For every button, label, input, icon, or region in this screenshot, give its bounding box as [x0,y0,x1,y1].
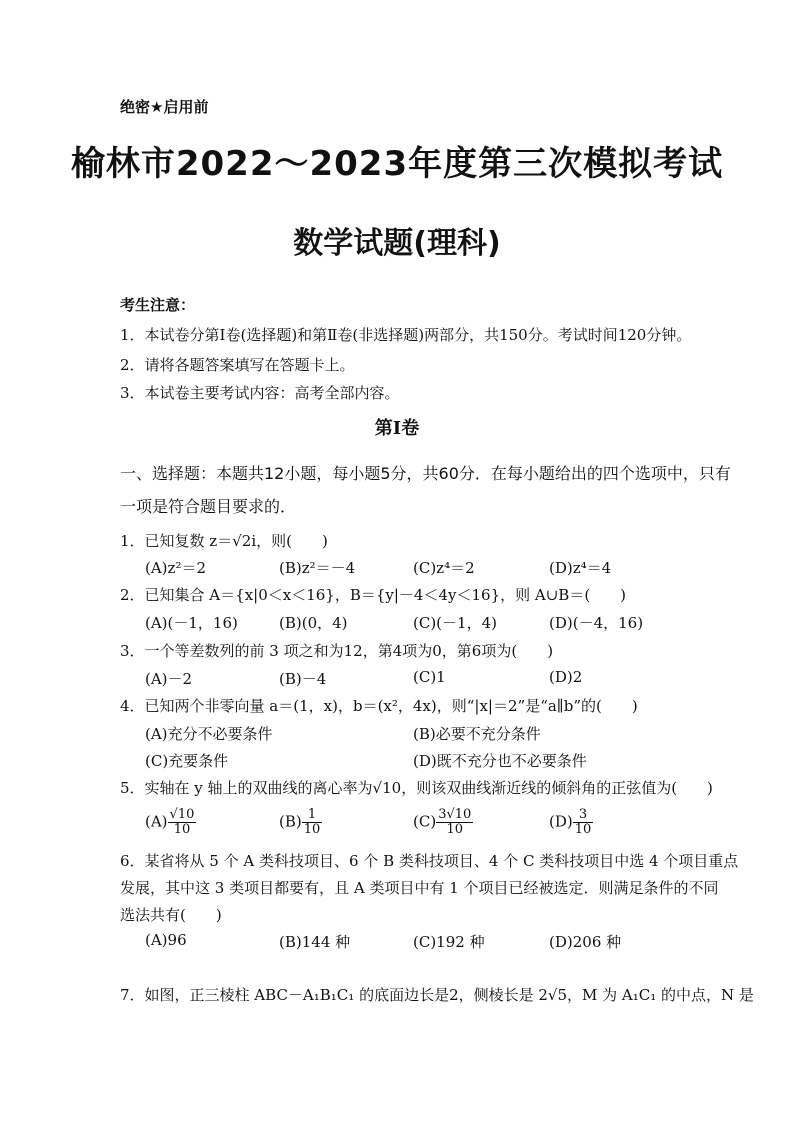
fraction: $\frac{√10}{10}$ [169,807,195,837]
question-7-stem: 7．如图，正三棱柱 ABC－A₁B₁C₁ 的底面边长是2，侧棱长是 2√5，M 为 A₁C₁ 的中点，N 是 [120,986,754,1004]
exam-title: 榆林市2022～2023年度第三次模拟考试 [70,144,724,184]
question-4-option-c: (C)充要条件 [145,752,229,770]
question-1-option-d: (D)z⁴＝4 [549,559,612,577]
question-6-stem-line2: 发展，其中这 3 类项目都要有，且 A 类项目中有 1 个项目已经被选定．则满足条件的不同 [120,879,719,897]
question-3-option-b: (B)－4 [279,670,327,688]
question-2-stem: 2．已知集合 A＝{x|0＜x＜16}，B＝{y|－4＜4y＜16}，则 A∪B＝( ) [120,586,627,604]
question-6-option-b: (B)144 种 [279,933,351,951]
question-6-option-d: (D)206 种 [549,933,622,951]
section-instructions-line2: 一项是符合题目要求的． [120,497,297,516]
notice-item-1: 1．本试卷分第Ⅰ卷(选择题)和第Ⅱ卷(非选择题)两部分，共150分。考试时间120分钟。 [120,326,692,344]
question-1-stem: 1．已知复数 z＝√2i，则( ) [120,532,328,550]
question-1-option-b: (B)z²＝－4 [279,559,356,577]
question-3-option-d: (D)2 [549,668,583,686]
question-5-option-a: (A) $\frac{√10}{10}$ [145,807,195,837]
question-6-option-c: (C)192 种 [413,933,485,951]
fraction: $\frac{3√10}{10}$ [438,807,472,837]
question-4-option-a: (A)充分不必要条件 [145,725,273,743]
question-2-option-d: (D)(－4，16) [549,614,644,632]
question-1-option-c: (C)z⁴＝2 [413,559,475,577]
question-6-option-a: (A)96 [145,931,187,949]
question-6-stem-line1: 6．某省将从 5 个 A 类科技项目、6 个 B 类科技项目、4 个 C 类科技项目中选 4 个项目重点 [120,852,739,870]
exam-subtitle: 数学试题(理科) [293,226,501,261]
question-2-option-a: (A)(－1，16) [145,614,238,632]
part-heading: 第Ⅰ卷 [374,418,420,439]
question-2-option-c: (C)(－1，4) [413,614,497,632]
question-3-stem: 3．一个等差数列的前 3 项之和为12，第4项为0，第6项为( ) [120,642,554,660]
question-2-option-b: (B)(0，4) [279,614,348,632]
question-5-option-d: (D) $\frac{3}{10}$ [549,807,592,837]
question-4-option-d: (D)既不充分也不必要条件 [413,752,587,770]
question-3-option-a: (A)－2 [145,670,193,688]
question-1-option-a: (A)z²＝2 [145,559,206,577]
question-6-stem-line3: 选法共有( ) [120,906,222,924]
fraction: $\frac{3}{10}$ [574,807,592,837]
question-5-option-c: (C) $\frac{3√10}{10}$ [413,807,472,837]
question-5-option-b: (B) $\frac{1}{10}$ [279,807,321,837]
question-4-stem: 4．已知两个非零向量 a＝(1，x)，b＝(x²，4x)，则“|x|＝2”是“a∥b”的( ) [120,697,638,715]
notice-title: 考生注意： [120,296,196,314]
section-instructions-line1: 一、选择题：本题共12小题，每小题5分，共60分．在每小题给出的四个选项中，只有 [120,464,731,483]
fraction: $\frac{1}{10}$ [303,807,321,837]
notice-item-3: 3．本试卷主要考试内容：高考全部内容。 [120,384,400,402]
question-5-stem: 5．实轴在 y 轴上的双曲线的离心率为√10，则该双曲线渐近线的倾斜角的正弦值为( ) [120,779,713,797]
question-3-option-c: (C)1 [413,668,446,686]
question-4-option-b: (B)必要不充分条件 [413,725,541,743]
confidential-label: 绝密★启用前 [120,98,209,116]
notice-item-2: 2．请将各题答案填写在答题卡上。 [120,356,355,374]
